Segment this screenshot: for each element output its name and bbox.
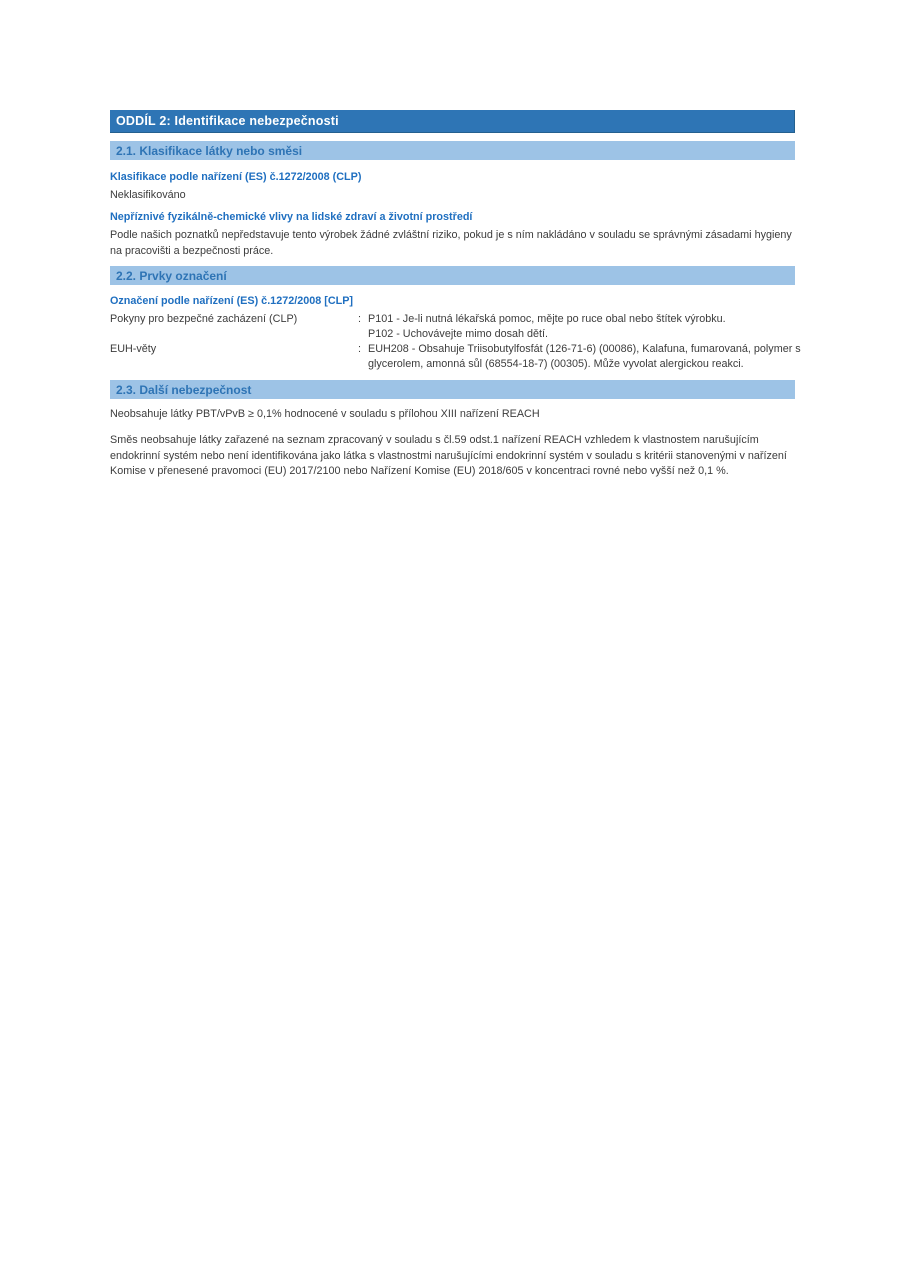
euh-statements-value (368, 342, 801, 372)
subsection-2-1-header-bar (110, 141, 795, 160)
subsection-2-2-title: 2.2. Prvky označení (116, 268, 227, 283)
adverse-effects-heading: Nepříznivé fyzikálně-chemické vlivy na lidské zdraví a životní prostředí (110, 211, 473, 223)
adverse-effects-text: Podle našich poznatků nepředstavuje tento výrobek žádné zvláštní riziko, pokud je s ním nakládáno v souladu se správnými zásadami hygieny na pracovišti a bezpečnosti práce. (110, 229, 792, 257)
section-2-header-bar (110, 110, 795, 133)
labelling-rows (110, 312, 801, 372)
classification-value: Neklasifikováno (110, 189, 186, 201)
classification-heading: Klasifikace podle nařízení (ES) č.1272/2008 (CLP) (110, 171, 362, 183)
p102-statement: P102 - Uchovávejte mimo dosah dětí. (368, 328, 549, 340)
subsection-2-1-title: 2.1. Klasifikace látky nebo směsi (116, 143, 303, 158)
euh-statements-label: EUH-věty (110, 343, 157, 355)
row-separator: : (358, 313, 361, 325)
section-2-title: ODDÍL 2: Identifikace nebezpečnosti (116, 114, 339, 128)
euh-statements-row (110, 342, 801, 372)
endocrine-statement: Směs neobsahuje látky zařazené na seznam zpracovaný v souladu s čl.59 odst.1 nařízení REACH vzhledem k vlastnostem narušujícím endokrinní systém nebo není identifikována jako látka s vlastnostmi narušujícími endokrinní systém v souladu s kritérii stanovenými v nařízení Komise v přenesené pravomoci (EU) 2017/2100 nebo Nařízení Komise (EU) 2018/605 v koncentraci rovné nebo vyšší než 0,1 %. (110, 434, 787, 477)
p101-statement: P101 - Je-li nutná lékařská pomoc, mějte po ruce obal nebo štítek výrobku. (368, 313, 726, 325)
subsection-2-3-title: 2.3. Další nebezpečnost (116, 382, 252, 397)
precautionary-statements-row (110, 312, 795, 342)
sds-section-2 (110, 110, 801, 480)
subsection-2-2-header-bar (110, 266, 795, 285)
subsection-2-3-header-bar (110, 380, 795, 399)
precautionary-statements-label: Pokyny pro bezpečné zacházení (CLP) (110, 313, 298, 325)
precautionary-statements-value (368, 312, 801, 342)
pbt-statement: Neobsahuje látky PBT/vPvB ≥ 0,1% hodnocené v souladu s přílohou XIII nařízení REACH (110, 408, 540, 420)
row-separator: : (358, 343, 361, 355)
euh208-statement: EUH208 - Obsahuje Triisobutylfosfát (126-71-6) (00086), Kalafuna, fumarovaná, polymer s glycerolem, amonná sůl (68554-18-7) (00305). Může vyvolat alergickou reakci. (368, 343, 801, 370)
labelling-heading: Označení podle nařízení (ES) č.1272/2008 [CLP] (110, 295, 354, 307)
